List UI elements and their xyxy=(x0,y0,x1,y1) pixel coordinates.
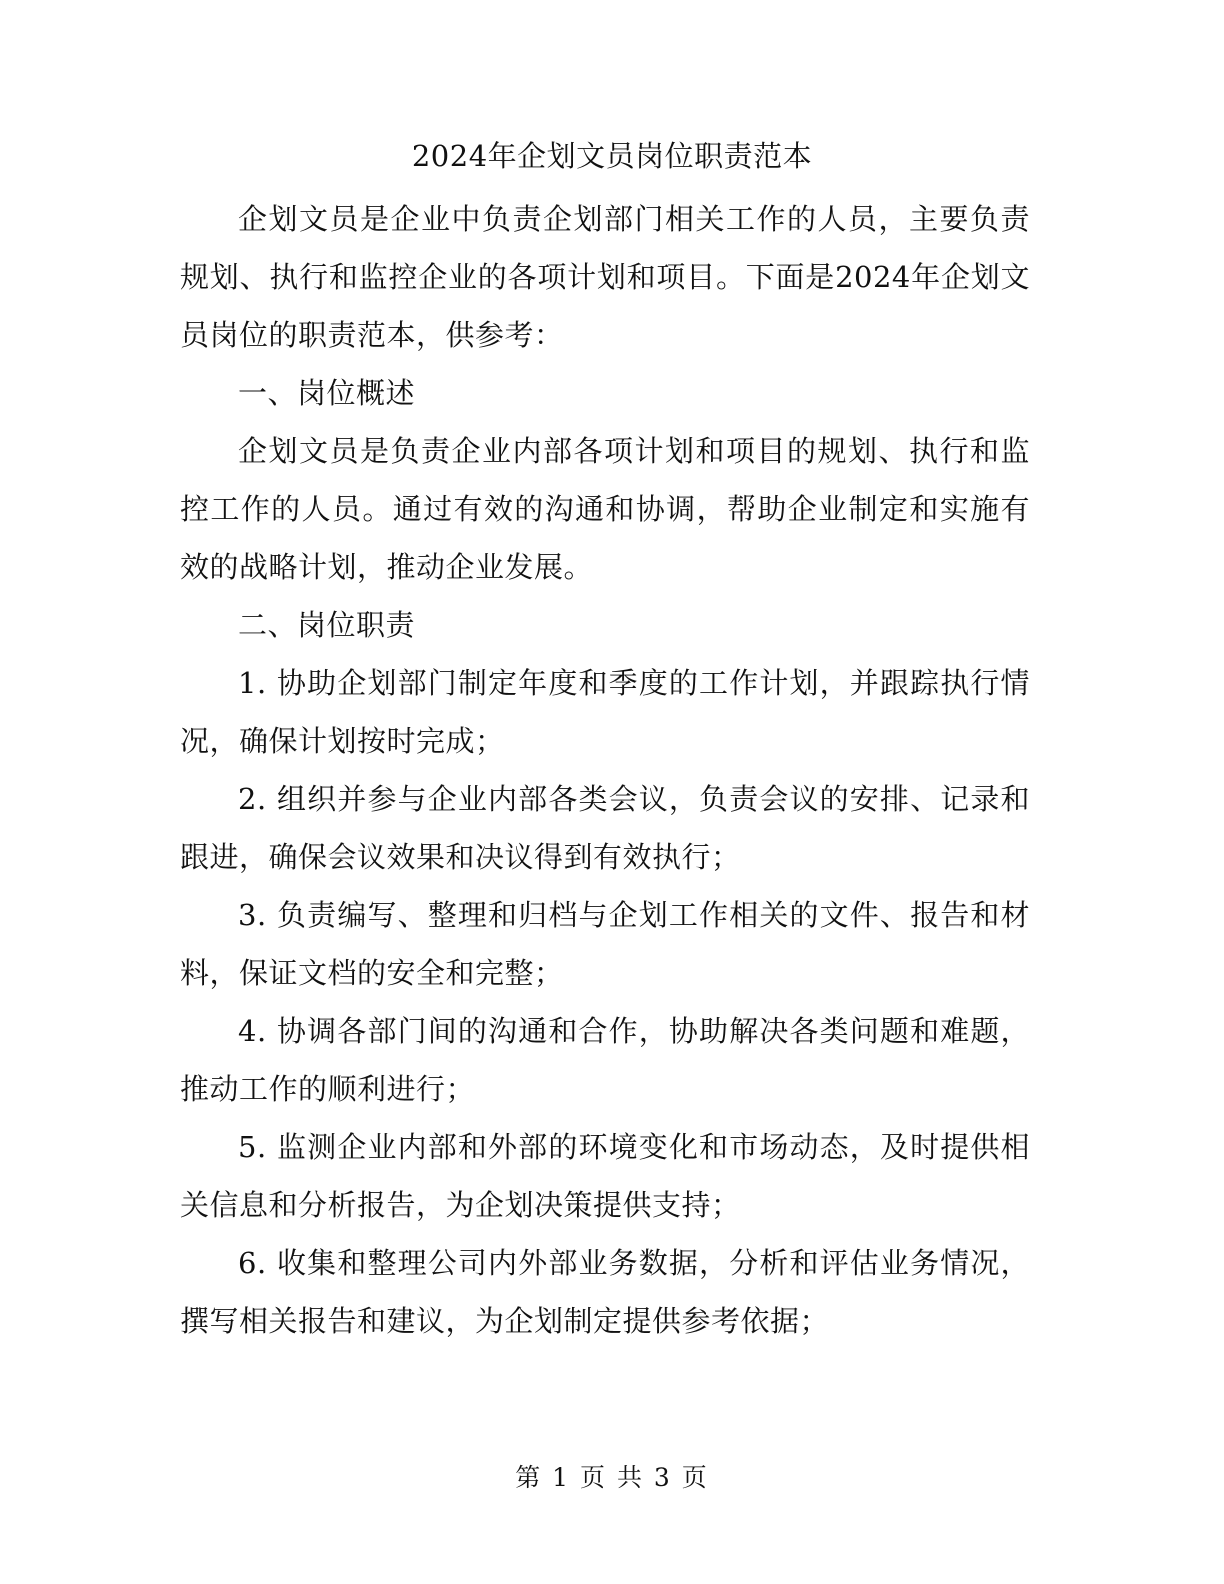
duty-item-3: 3. 负责编写、整理和归档与企划工作相关的文件、报告和材料，保证文档的安全和完整； xyxy=(180,898,1030,990)
document-title: 2024年企划文员岗位职责范本 xyxy=(411,139,813,173)
duty-item-6: 6. 收集和整理公司内外部业务数据，分析和评估业务情况，撰写相关报告和建议，为企划制定提供参考依据； xyxy=(180,1246,1030,1338)
duty-item-5: 5. 监测企业内部和外部的环境变化和市场动态，及时提供相关信息和分析报告，为企划决策提供支持； xyxy=(180,1130,1030,1222)
intro-paragraph: 企划文员是企业中负责企划部门相关工作的人员，主要负责规划、执行和监控企业的各项计划和项目。下面是2024年企划文员岗位的职责范本，供参考： xyxy=(180,202,1030,352)
duty-item-2: 2. 组织并参与企业内部各类会议，负责会议的安排、记录和跟进，确保会议效果和决议得到有效执行； xyxy=(180,782,1030,874)
duty-item-1: 1. 协助企划部门制定年度和季度的工作计划，并跟踪执行情况，确保计划按时完成； xyxy=(180,666,1030,758)
section-heading-overview: 一、岗位概述 xyxy=(238,376,416,410)
page-footer: 第 1 页 共 3 页 xyxy=(515,1463,709,1492)
document-body xyxy=(180,190,1030,1350)
overview-paragraph: 企划文员是负责企业内部各项计划和项目的规划、执行和监控工作的人员。通过有效的沟通和协调，帮助企业制定和实施有效的战略计划，推动企业发展。 xyxy=(180,434,1030,584)
section-heading-duties: 二、岗位职责 xyxy=(238,608,416,642)
duty-item-4: 4. 协调各部门间的沟通和合作，协助解决各类问题和难题，推动工作的顺利进行； xyxy=(180,1014,1030,1106)
